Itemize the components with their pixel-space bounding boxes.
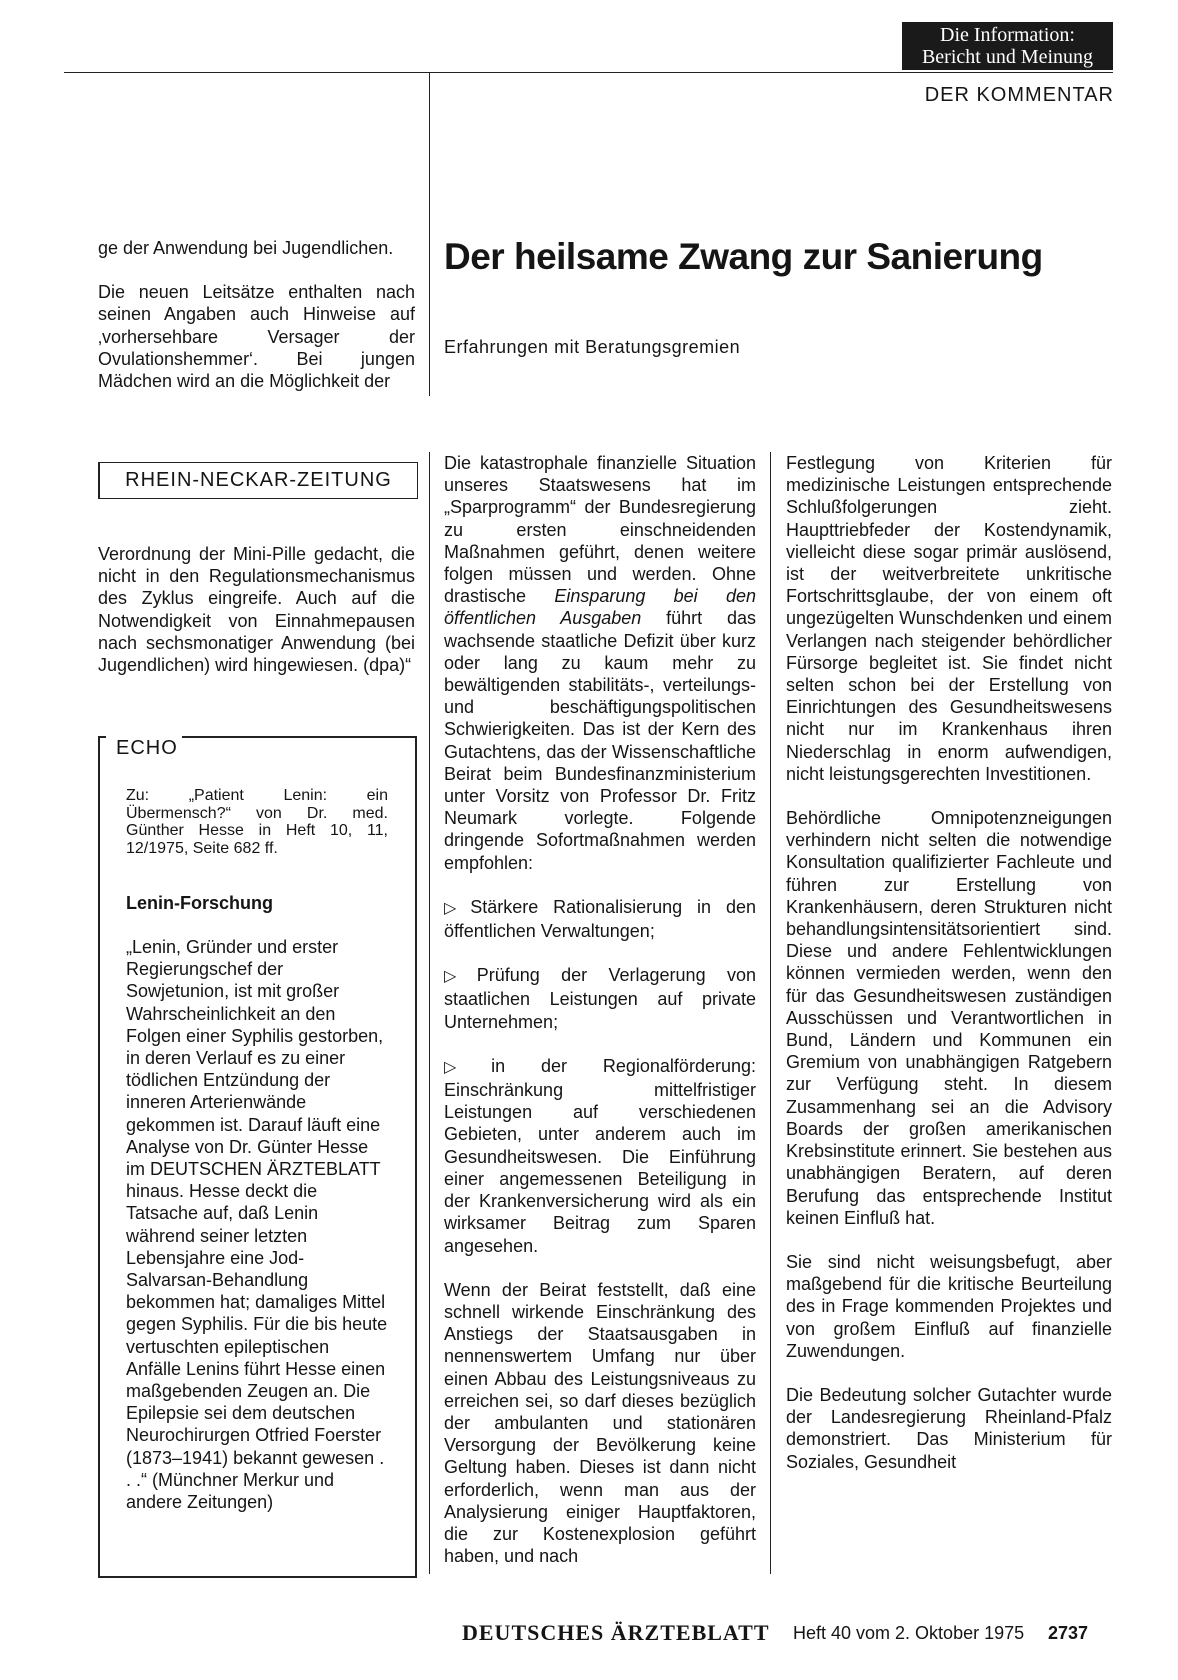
- col2-paragraph-2: Wenn der Beirat feststellt, daß eine schnell wirkende Einschränkung des Anstiegs der Staatsausgaben in nennenswertem Umfang nur über einen Abbau des Leistungsniveaus zu erreichen sei, so darf dieses bezüglich der ambulanten und stationären Versorgung der Bevölkerung keine Geltung haben. Dieses ist dann nicht erforderlich, wenn man aus der Analysierung einiger Hauptfaktoren, die zur Kostenexplosion geführt haben, und nach: [444, 1279, 756, 1567]
- left-column-middle: [98, 543, 415, 676]
- left-column-top: [98, 237, 415, 392]
- top-rule: [64, 72, 1113, 73]
- triangle-right-icon: ▷: [444, 968, 473, 986]
- col2-bullet-1-text: Stärkere Rationalisierung in den öffentlichen Verwaltungen;: [444, 896, 756, 942]
- article-subheadline: Erfahrungen mit Beratungsgremien: [444, 337, 741, 357]
- col3-paragraph-4: Die Bedeutung solcher Gutachter wurde der Landesregierung Rheinland-Pfalz demonstriert. Das Ministerium für Soziales, Gesundheit: [786, 1384, 1112, 1472]
- section-badge: [902, 22, 1113, 70]
- echo-reference: Zu: „Patient Lenin: ein Übermensch?“ von Dr. med. Günther Hesse in Heft 10, 11, 12/1975, Seite 682 ff.: [126, 787, 388, 857]
- echo-box-top-right: [182, 736, 415, 738]
- echo-body-text: „Lenin, Gründer und erster Regierungschef der Sowjetunion, ist mit großer Wahrscheinlichkeit an den Folgen einer Syphilis gestorben, in deren Verlauf es zu einer tödlichen Entzündung der inneren Arterienwände gekommen ist. Darauf läuft eine Analyse von Dr. Günter Hesse im DEUTSCHEN ÄRZTEBLATT hinaus. Hesse deckt die Tatsache auf, daß Lenin während seiner letzten Lebensjahre eine Jod-Salvarsan-Behandlung bekommen hat; damaliges Mittel gegen Syphilis. Für die bis heute vertuschten epileptischen Anfälle Lenins führt Hesse einen maßgebenden Zeugen an. Die Epilepsie sei dem deutschen Neurochirurgen Otfried Foerster (1873–1941) bekannt gewesen . . .“ (Münchner Merkur und andere Zeitungen): [126, 937, 388, 1513]
- footer-issue: Heft 40 vom 2. Oktober 1975: [793, 1623, 1025, 1643]
- col2-p1-text-b: führt das wachsende staatliche Defizit über kurz oder lang zu kaum mehr zu bewältigenden stabilitäts-, verteilungs- und beschäftigungspolitischen Schwierigkeiten. Das ist der Kern des Gutachtens, das der Wissenschaftliche Beirat beim Bundesfinanzministerium unter Vorsitz von Professor Dr. Fritz Neumark vorlegte. Folgende dringende Sofortmaßnahmen werden empfohlen:: [444, 608, 756, 873]
- footer-page-number: 2737: [1048, 1623, 1089, 1643]
- column-rule-1: [429, 452, 430, 1574]
- col3-paragraph-2: Behördliche Omnipotenzneigungen verhindern nicht selten die notwendige Konsultation qualifizierter Fachleute und führen zur Erstellung von Krankenhäusern, deren Strukturen nicht behandlungsintensitätsorientiert sind. Diese und andere Fehlentwicklungen können vermieden werden, wenn den für das Gesundheitswesen zuständigen Ausschüssen und Verantwortlichen in Bund, Ländern und Kommunen ein Gremium von unabhängigen Ratgebern zur Verfügung steht. In diesem Zusammenhang sei an die Advisory Boards der großen amerikanischen Krebsinstitute erinnert. Sie bestehen aus unabhängigen Beratern, auf deren Berufung das entsprechende Institut keinen Einfluß hat.: [786, 808, 1112, 1228]
- col2-bullet-3: [444, 1055, 756, 1257]
- col3-paragraph-1: Festlegung von Kriterien für medizinische Leistungen entsprechende Schlußfolgerungen zieht. Haupttriebfeder der Kostendynamik, vielleicht diese sogar primär auslösend, ist der weitverbreitete unkritische Fortschrittsglaube, der von einem oft ungezügelten Wunschdenken und einem Verlangen nach steigender behördlicher Fürsorge begleitet ist. Sie findet nicht selten schon bei der Erstellung von Einrichtungen des Gesundheitswesens nicht nur im Krankenhaus ihren Niederschlag in enorm aufwendigen, nicht leistungsgerechten Investitionen.: [786, 453, 1112, 784]
- badge-line-2: Bericht und Meinung: [921, 46, 1094, 68]
- echo-body: [126, 936, 388, 1513]
- col2-p1-text-a: Die katastrophale finanzielle Situation unseres Staatswesens hat im „Sparprogramm“ der Bundesregierung zu ersten einschneidenden Maßnahmen geführt, denen weitere folgen müssen und werden. Ohne drastische: [444, 453, 756, 607]
- left-paragraph-3: Verordnung der Mini-Pille gedacht, die nicht in den Regulationsmechanismus des Zyklus eingreife. Auch auf die Notwendigkeit von Einnahmepausen nach sechsmonatiger Anwendung (bei Jugendlichen) wird hingewiesen. (dpa)“: [98, 544, 415, 676]
- triangle-right-icon: ▷: [444, 899, 467, 917]
- section-label: DER KOMMENTAR: [924, 84, 1114, 106]
- echo-box-top-left: [98, 736, 106, 738]
- left-paragraph-1: ge der Anwendung bei Jugendlichen.: [98, 238, 394, 258]
- badge-line-1: Die Information:: [940, 24, 1075, 46]
- col2-bullet-1: [444, 896, 756, 942]
- triangle-right-icon: ▷: [444, 1058, 488, 1076]
- column-rule-2: [770, 452, 771, 1574]
- header-column-rule: [429, 72, 430, 396]
- col2-bullet-2: [444, 964, 756, 1033]
- col2-p1-emphasis: Einsparung bei den öffentlichen Ausgaben: [444, 586, 756, 629]
- echo-heading: Lenin-Forschung: [126, 893, 273, 913]
- col2-bullet-3-text: in der Regionalförderung: Einschränkung mittelfristiger Leistungen auf verschiedenen Gebieten, unter anderem auch im Gesundheitswesen. Die Einführung einer angemessenen Beteiligung in der Krankenversicherung wird als ein wirksamer Beitrag zum Sparen angesehen.: [444, 1055, 756, 1256]
- echo-title: ECHO: [116, 737, 178, 759]
- article-column-2: [444, 452, 756, 1567]
- col2-bullet-2-text: Prüfung der Verlagerung von staatlichen Leistungen auf private Unternehmen;: [444, 965, 756, 1032]
- col3-paragraph-3: Sie sind nicht weisungsbefugt, aber maßgebend für die kritische Beurteilung des in Frage kommenden Projektes und von großem Einfluß auf finanzielle Zuwendungen.: [786, 1251, 1112, 1361]
- left-paragraph-2: Die neuen Leitsätze enthalten nach seinen Angaben auch Hinweise auf ‚vorhersehbare Versager der Ovulationshemmer‘. Bei jungen Mädchen wird an die Möglichkeit der: [98, 282, 415, 392]
- source-box: [98, 462, 418, 499]
- article-headline: Der heilsame Zwang zur Sanierung: [444, 236, 1043, 277]
- footer-magazine-name: DEUTSCHES ÄRZTEBLATT: [462, 1620, 770, 1645]
- source-label: RHEIN-NECKAR-ZEITUNG: [125, 469, 392, 491]
- article-column-3: [786, 452, 1112, 1473]
- col2-paragraph-1: [444, 452, 756, 874]
